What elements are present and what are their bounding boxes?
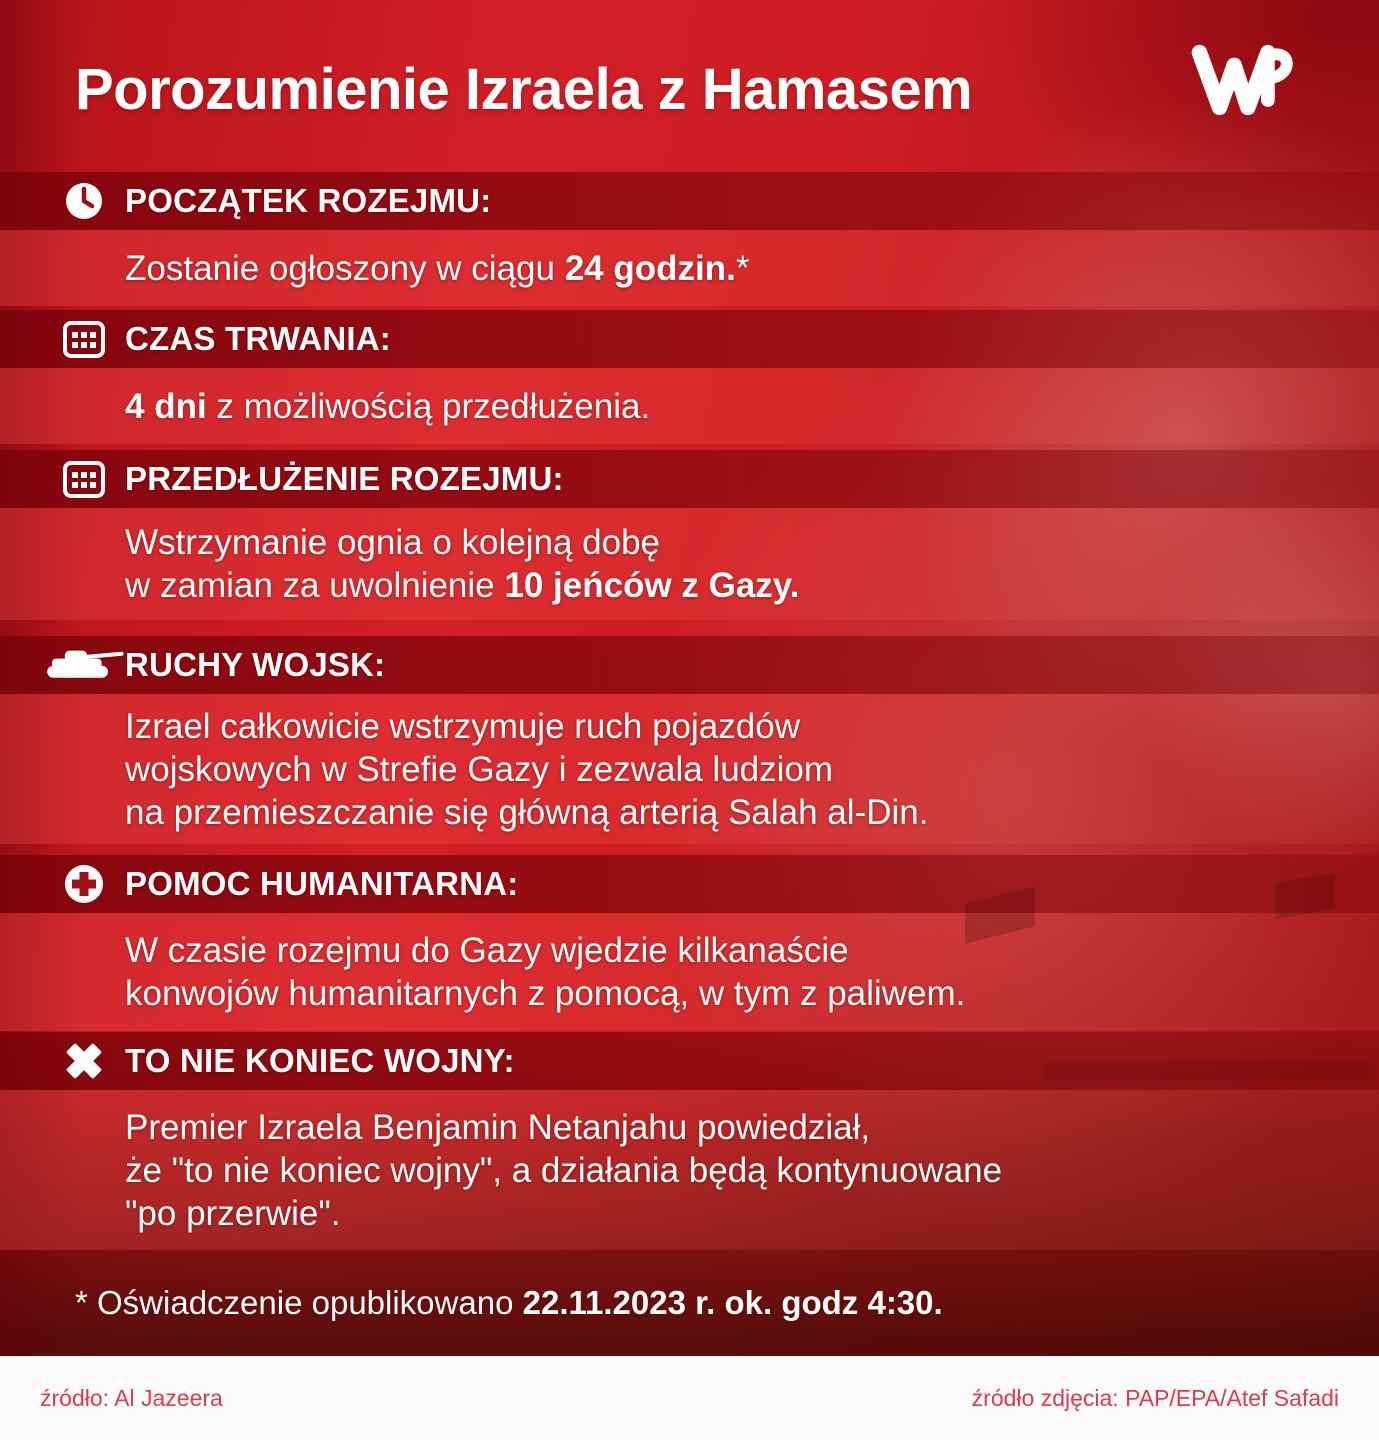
calendar-icon [44, 319, 124, 359]
section-heading: CZAS TRWANIA: [125, 320, 391, 357]
page-title: Porozumienie Izraela z Hamasem [75, 57, 973, 122]
section-heading: POMOC HUMANITARNA: [125, 865, 519, 902]
wp-logo-icon [1185, 38, 1307, 127]
section-header [0, 636, 1379, 694]
section-body-text: Wstrzymanie ognia o kolejną dobę w zamian za uwolnienie 10 jeńców z Gazy. [125, 523, 800, 605]
section-body-text: Izrael całkowicie wstrzymuje ruch pojazdów wojskowych w Strefie Gazy i zezwala ludziom na przemieszczanie się główną arterią Salah al-Din. [125, 706, 929, 832]
section-body [0, 694, 1379, 844]
x-mark-icon [44, 1040, 124, 1082]
section-heading: POCZĄTEK ROZEJMU: [125, 182, 492, 219]
clock-icon [44, 181, 124, 221]
section-body-text: W czasie rozejmu do Gazy wjedzie kilkanaście konwojów humanitarnych z pomocą, w tym z paliwem. [125, 931, 966, 1013]
section-body [0, 230, 1379, 306]
section-header [0, 310, 1379, 368]
credits-bar [0, 1356, 1379, 1440]
section-body [0, 913, 1379, 1031]
source-credit: źródło: Al Jazeera [40, 1384, 223, 1411]
section-body [0, 368, 1379, 444]
section-heading: RUCHY WOJSK: [125, 646, 386, 683]
section-header [0, 172, 1379, 230]
section-heading: PRZEDŁUŻENIE ROZEJMU: [125, 460, 564, 497]
section-body [0, 1090, 1379, 1250]
photo-credit: źródło zdjęcia: PAP/EPA/Atef Safadi [971, 1384, 1339, 1411]
section-body-text: Premier Izraela Benjamin Netanjahu powiedział, że "to nie koniec wojny", a działania będą kontynuowane "po przerwie". [125, 1107, 1003, 1233]
calendar-icon [44, 459, 124, 499]
section-body [0, 508, 1379, 620]
section-heading: TO NIE KONIEC WOJNY: [125, 1042, 515, 1079]
section-header [0, 450, 1379, 508]
section-header [0, 1032, 1379, 1090]
tank-icon [44, 646, 124, 684]
medical-cross-icon [44, 863, 124, 905]
section-body-text: 4 dni z możliwością przedłużenia. [125, 386, 651, 426]
section-header [0, 855, 1379, 913]
footnote: * Oświadczenie opublikowano 22.11.2023 r. ok. godz 4:30. [75, 1284, 943, 1321]
section-body-text: Zostanie ogłoszony w ciągu 24 godzin.* [125, 248, 750, 288]
